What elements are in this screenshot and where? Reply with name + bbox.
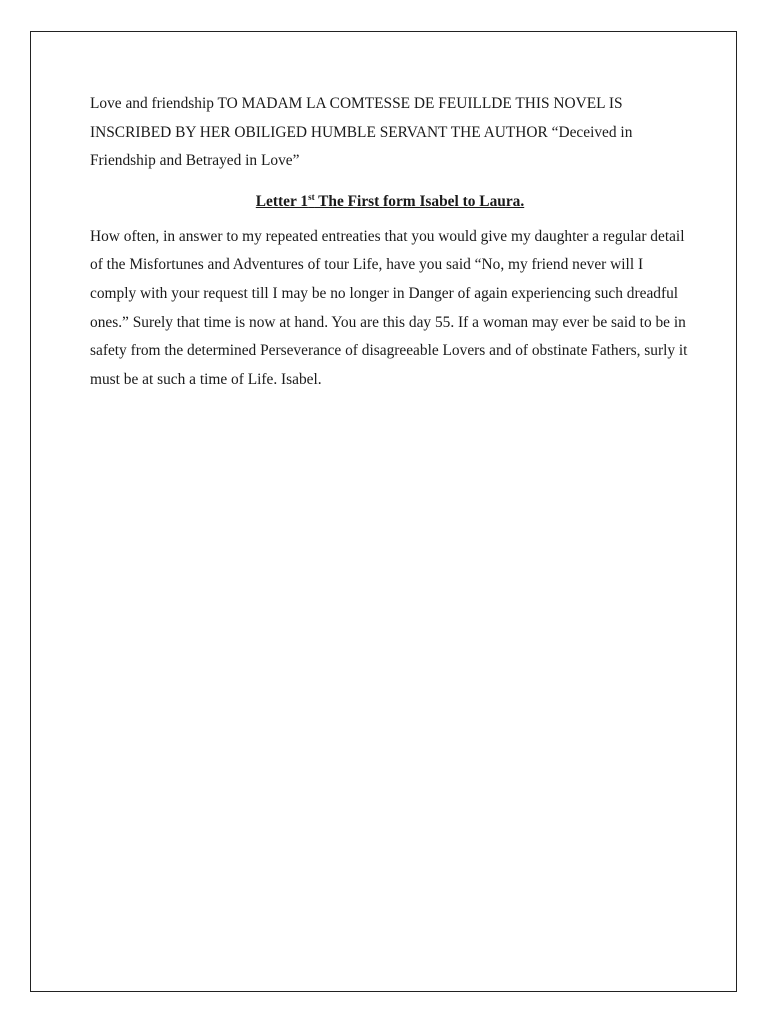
letter-paragraph: How often, in answer to my repeated entreaties that you would give my daughter a regular detail of the Misfortunes and Adventures of tour Life, have you said “No, my friend never will I comply with your request till I may be no longer in Danger of again experiencing such dreadful ones.” Surely that time is now at hand. You are this day 55. If a woman may ever be said to be in safety from the determined Perseverance of disagreeable Lovers and of obstinate Fathers, surly it must be at such a time of Life. Isabel.	[90, 227, 688, 388]
heading-superscript: st	[308, 191, 315, 202]
heading-prefix: Letter 1	[255, 192, 309, 210]
heading-suffix: The First form Isabel to Laura.	[314, 192, 525, 210]
document-body	[90, 90, 690, 394]
letter-heading	[90, 188, 690, 216]
document-page	[30, 31, 737, 992]
intro-paragraph: Love and friendship TO MADAM LA COMTESSE DE FEUILLDE THIS NOVEL IS INSCRIBED BY HER OBILIGED HUMBLE SERVANT THE AUTHOR “Deceived in Friendship and Betrayed in Love”	[90, 95, 633, 170]
